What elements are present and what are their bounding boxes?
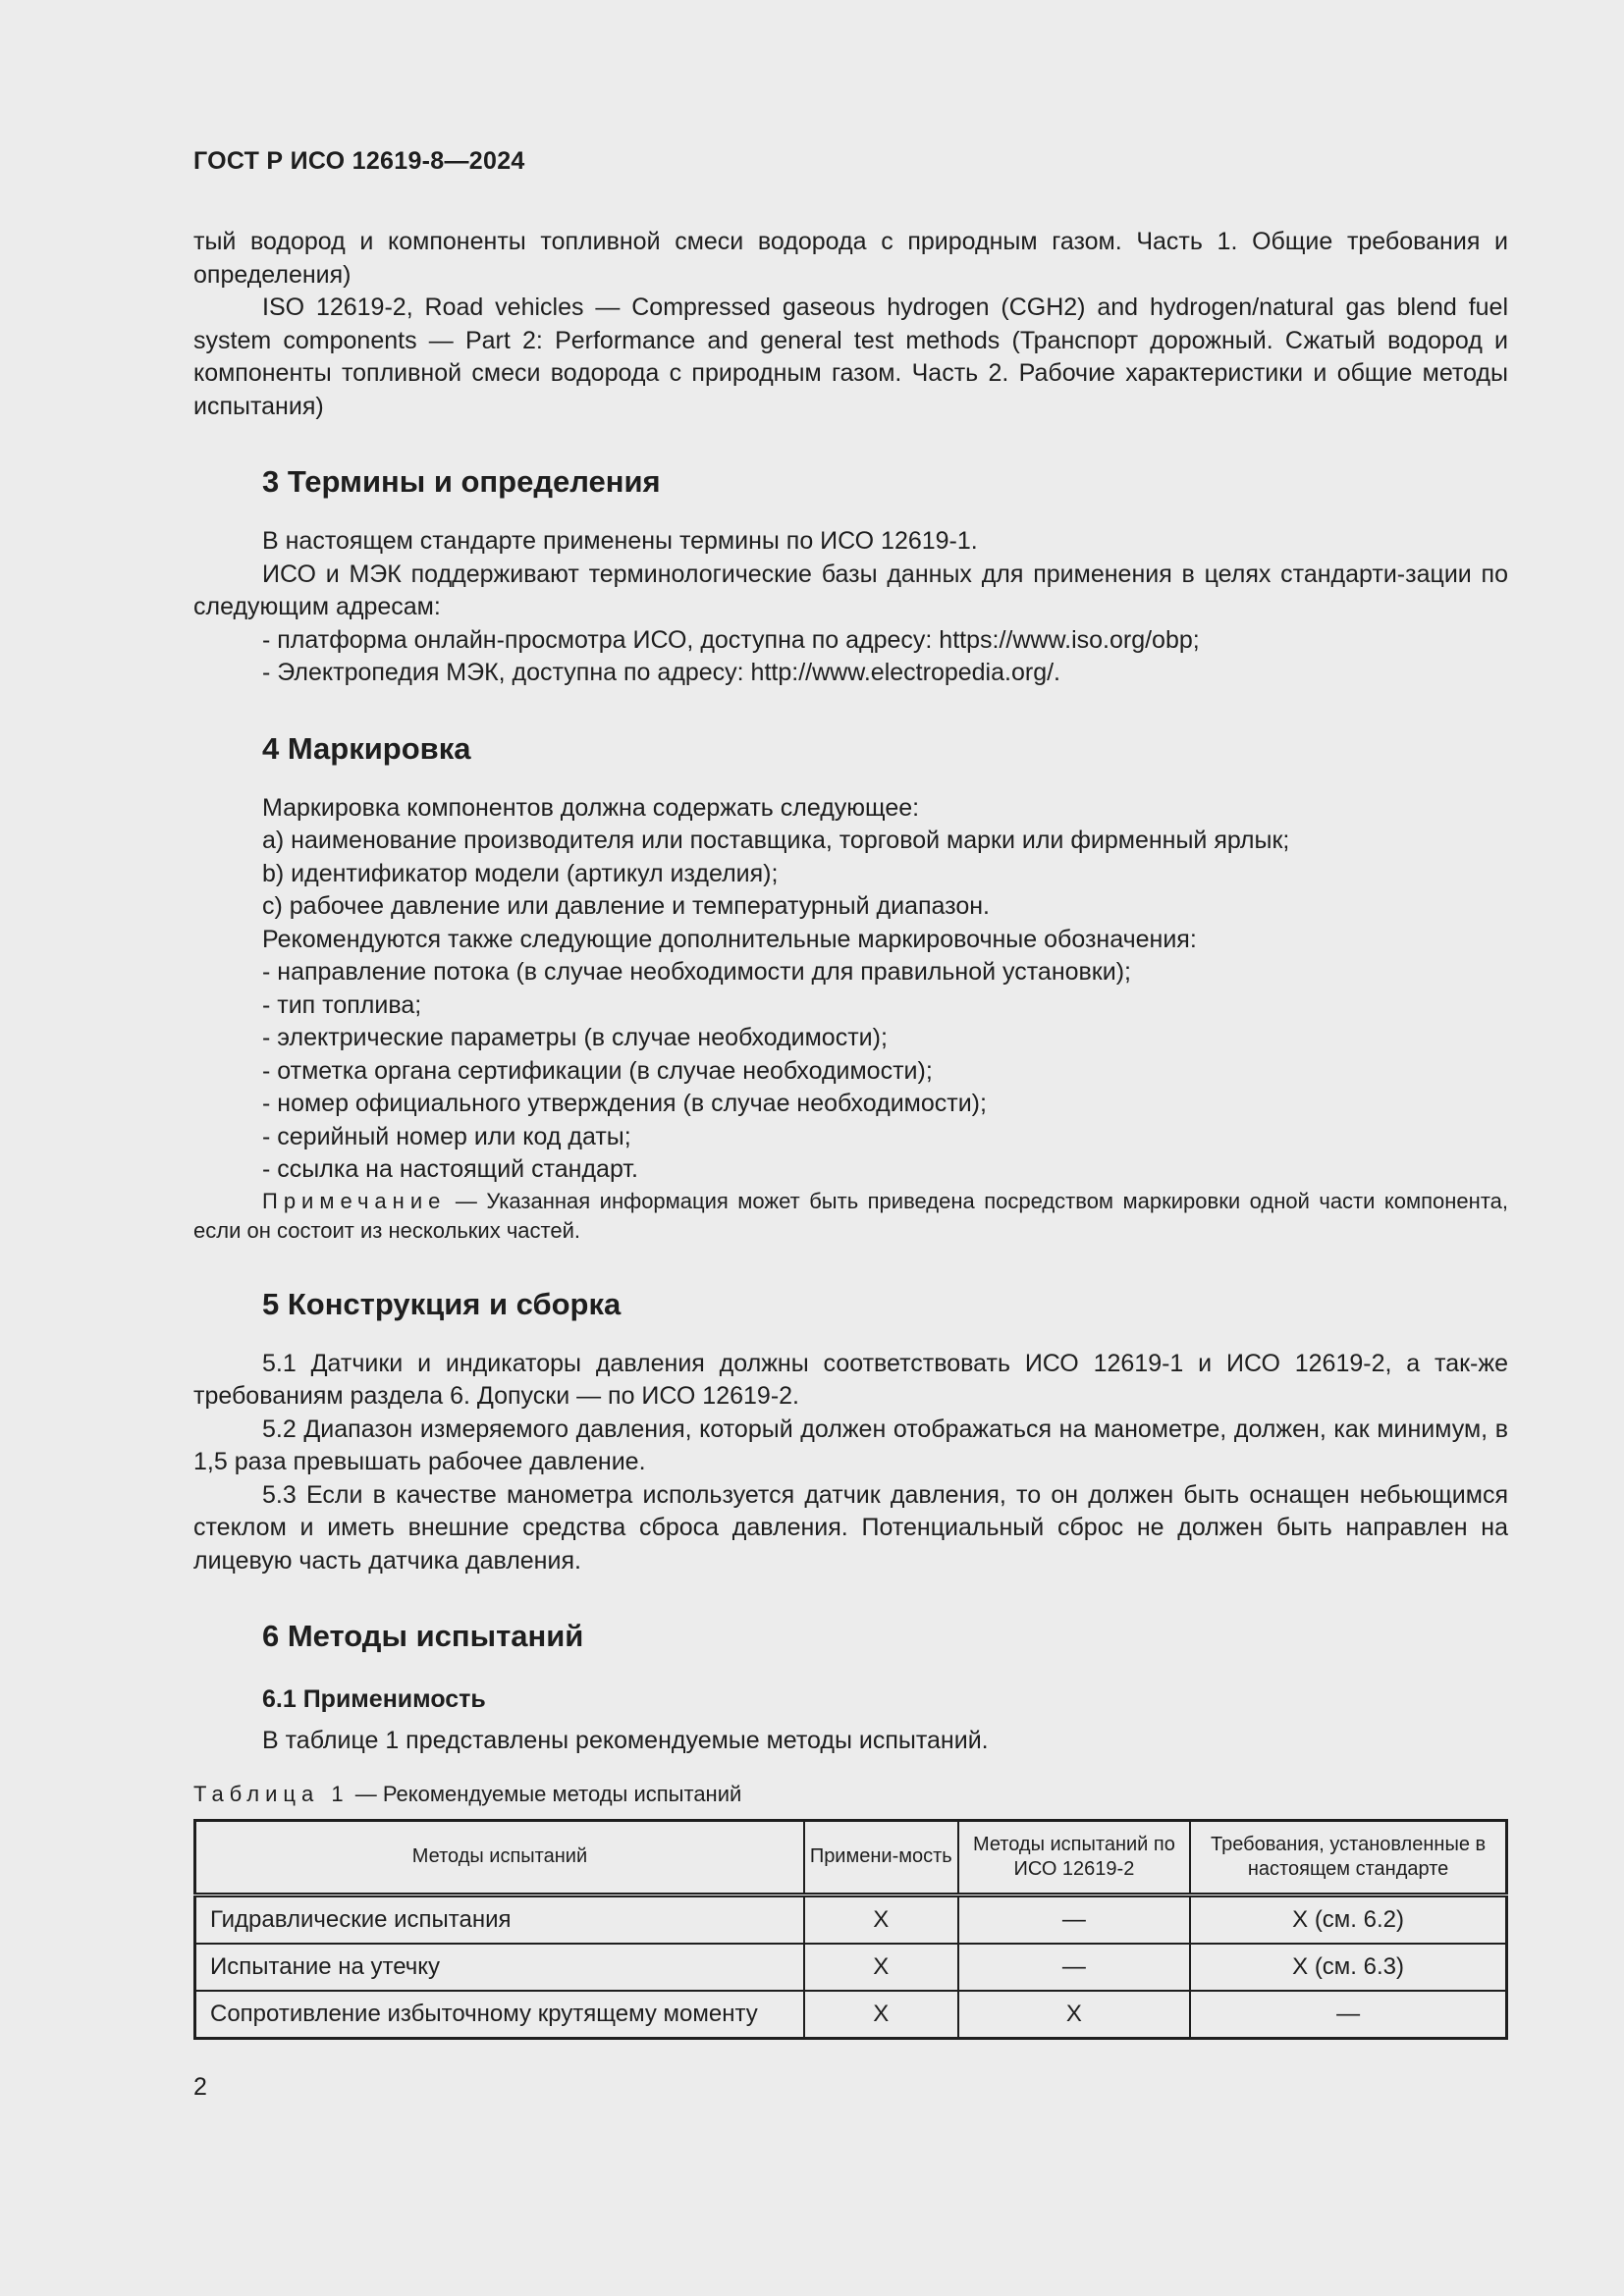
section-6-paragraph: В таблице 1 представлены рекомендуемые методы испытаний. — [262, 1727, 989, 1754]
note — [193, 1187, 1508, 1246]
list-item: b) идентификатор модели (артикул изделия); — [262, 859, 779, 887]
list-item: - тип топлива; — [262, 990, 422, 1019]
table-cell: — — [958, 1895, 1191, 1944]
table-cell: Испытание на утечку — [195, 1944, 804, 1991]
column-header: Методы испытаний — [195, 1820, 804, 1895]
table-cell: — — [1190, 1991, 1506, 2039]
list-item: - электрические параметры (в случае необходимости); — [262, 1024, 888, 1051]
table-cell: Сопротивление избыточному крутящему моменту — [195, 1991, 804, 2039]
list-item: - ссылка на настоящий стандарт. — [262, 1155, 638, 1183]
section-3-paragraph: ИСО и МЭК поддерживают терминологические базы данных для применения в целях стандарти-зации по следующим адресам: — [193, 560, 1508, 620]
list-item: c) рабочее давление или давление и температурный диапазон. — [262, 892, 990, 920]
table-row — [195, 1991, 1507, 2039]
section-5-paragraph: 5.1 Датчики и индикаторы давления должны соответствовать ИСО 12619-1 и ИСО 12619-2, а так-же требованиям раздела 6. Допуски — по ИСО 12619-2. — [193, 1349, 1508, 1410]
table-caption-label: Таблица 1 — [193, 1781, 350, 1806]
table-cell: X — [804, 1944, 958, 1991]
table-caption-text: — Рекомендуемые методы испытаний — [349, 1781, 742, 1806]
section-6-1-heading: 6.1 Применимость — [262, 1685, 486, 1713]
table-row — [195, 1944, 1507, 1991]
section-5-paragraph: 5.3 Если в качестве манометра используется датчик давления, то он должен быть оснащен небьющимся стеклом и иметь внешние средства сброса давления. Потенциальный сброс не должен быть направлен на лицевую часть датчика давления. — [193, 1480, 1508, 1575]
section-6-heading: 6 Методы испытаний — [262, 1619, 584, 1653]
list-item: - направление потока (в случае необходимости для правильной установки); — [262, 958, 1131, 986]
page-number: 2 — [193, 2073, 207, 2101]
table-cell: X — [958, 1991, 1191, 2039]
intro-paragraph: тый водород и компоненты топливной смеси водорода с природным газом. Часть 1. Общие требования и определения) — [193, 228, 1508, 289]
list-item: - Электропедия МЭК, доступна по адресу: http://www.electropedia.org/. — [262, 659, 1060, 686]
table-cell: X — [804, 1991, 958, 2039]
reference-paragraph: ISO 12619-2, Road vehicles — Compressed gaseous hydrogen (CGH2) and hydrogen/natural gas blend fuel system components — Part 2: Performance and general test methods (Транспорт дорожный. Сжатый водород и компоненты топливной смеси водорода с природным газом. Часть 2. Рабочие характеристики и общие методы испытания) — [193, 294, 1508, 420]
table-cell: X (см. 6.3) — [1190, 1944, 1506, 1991]
column-header: Примени-мость — [804, 1820, 958, 1895]
section-3-paragraph: В настоящем стандарте применены термины по ИСО 12619-1. — [262, 527, 978, 555]
list-item: - отметка органа сертификации (в случае необходимости); — [262, 1056, 933, 1085]
section-5-heading: 5 Конструкция и сборка — [262, 1286, 622, 1321]
table-header-row — [195, 1820, 1507, 1895]
column-header: Требования, установленные в настоящем стандарте — [1190, 1820, 1506, 1895]
section-5-paragraph: 5.2 Диапазон измеряемого давления, который должен отображаться на манометре, должен, как минимум, в 1,5 раза превышать рабочее давление. — [193, 1415, 1508, 1475]
table-cell: Гидравлические испытания — [195, 1895, 804, 1944]
document-header: ГОСТ Р ИСО 12619-8—2024 — [193, 147, 525, 175]
table-cell: X (см. 6.2) — [1190, 1895, 1506, 1944]
list-item: - платформа онлайн-просмотра ИСО, доступна по адресу: https://www.iso.org/obp; — [262, 625, 1200, 654]
list-item: - серийный номер или код даты; — [262, 1122, 631, 1150]
table-caption — [193, 1780, 1508, 1809]
column-header: Методы испытаний по ИСО 12619-2 — [958, 1820, 1191, 1895]
table-row — [195, 1895, 1507, 1944]
section-3-heading: 3 Термины и определения — [262, 464, 661, 499]
list-item: a) наименование производителя или поставщика, торговой марки или фирменный ярлык; — [262, 827, 1290, 854]
list-item: Маркировка компонентов должна содержать следующее: — [262, 793, 920, 822]
list-item: Рекомендуются также следующие дополнительные маркировочные обозначения: — [262, 925, 1197, 953]
note-text: — Указанная информация может быть приведена посредством маркировки одной части компонента, если он состоит из нескольких частей. — [193, 1188, 1508, 1243]
table-cell: — — [958, 1944, 1191, 1991]
test-methods-table — [193, 1819, 1508, 2040]
document-body — [193, 226, 1508, 2040]
section-4-heading: 4 Маркировка — [262, 730, 471, 766]
note-label: Примечание — [262, 1188, 447, 1213]
table-cell: X — [804, 1895, 958, 1944]
list-item: - номер официального утверждения (в случае необходимости); — [262, 1090, 987, 1117]
